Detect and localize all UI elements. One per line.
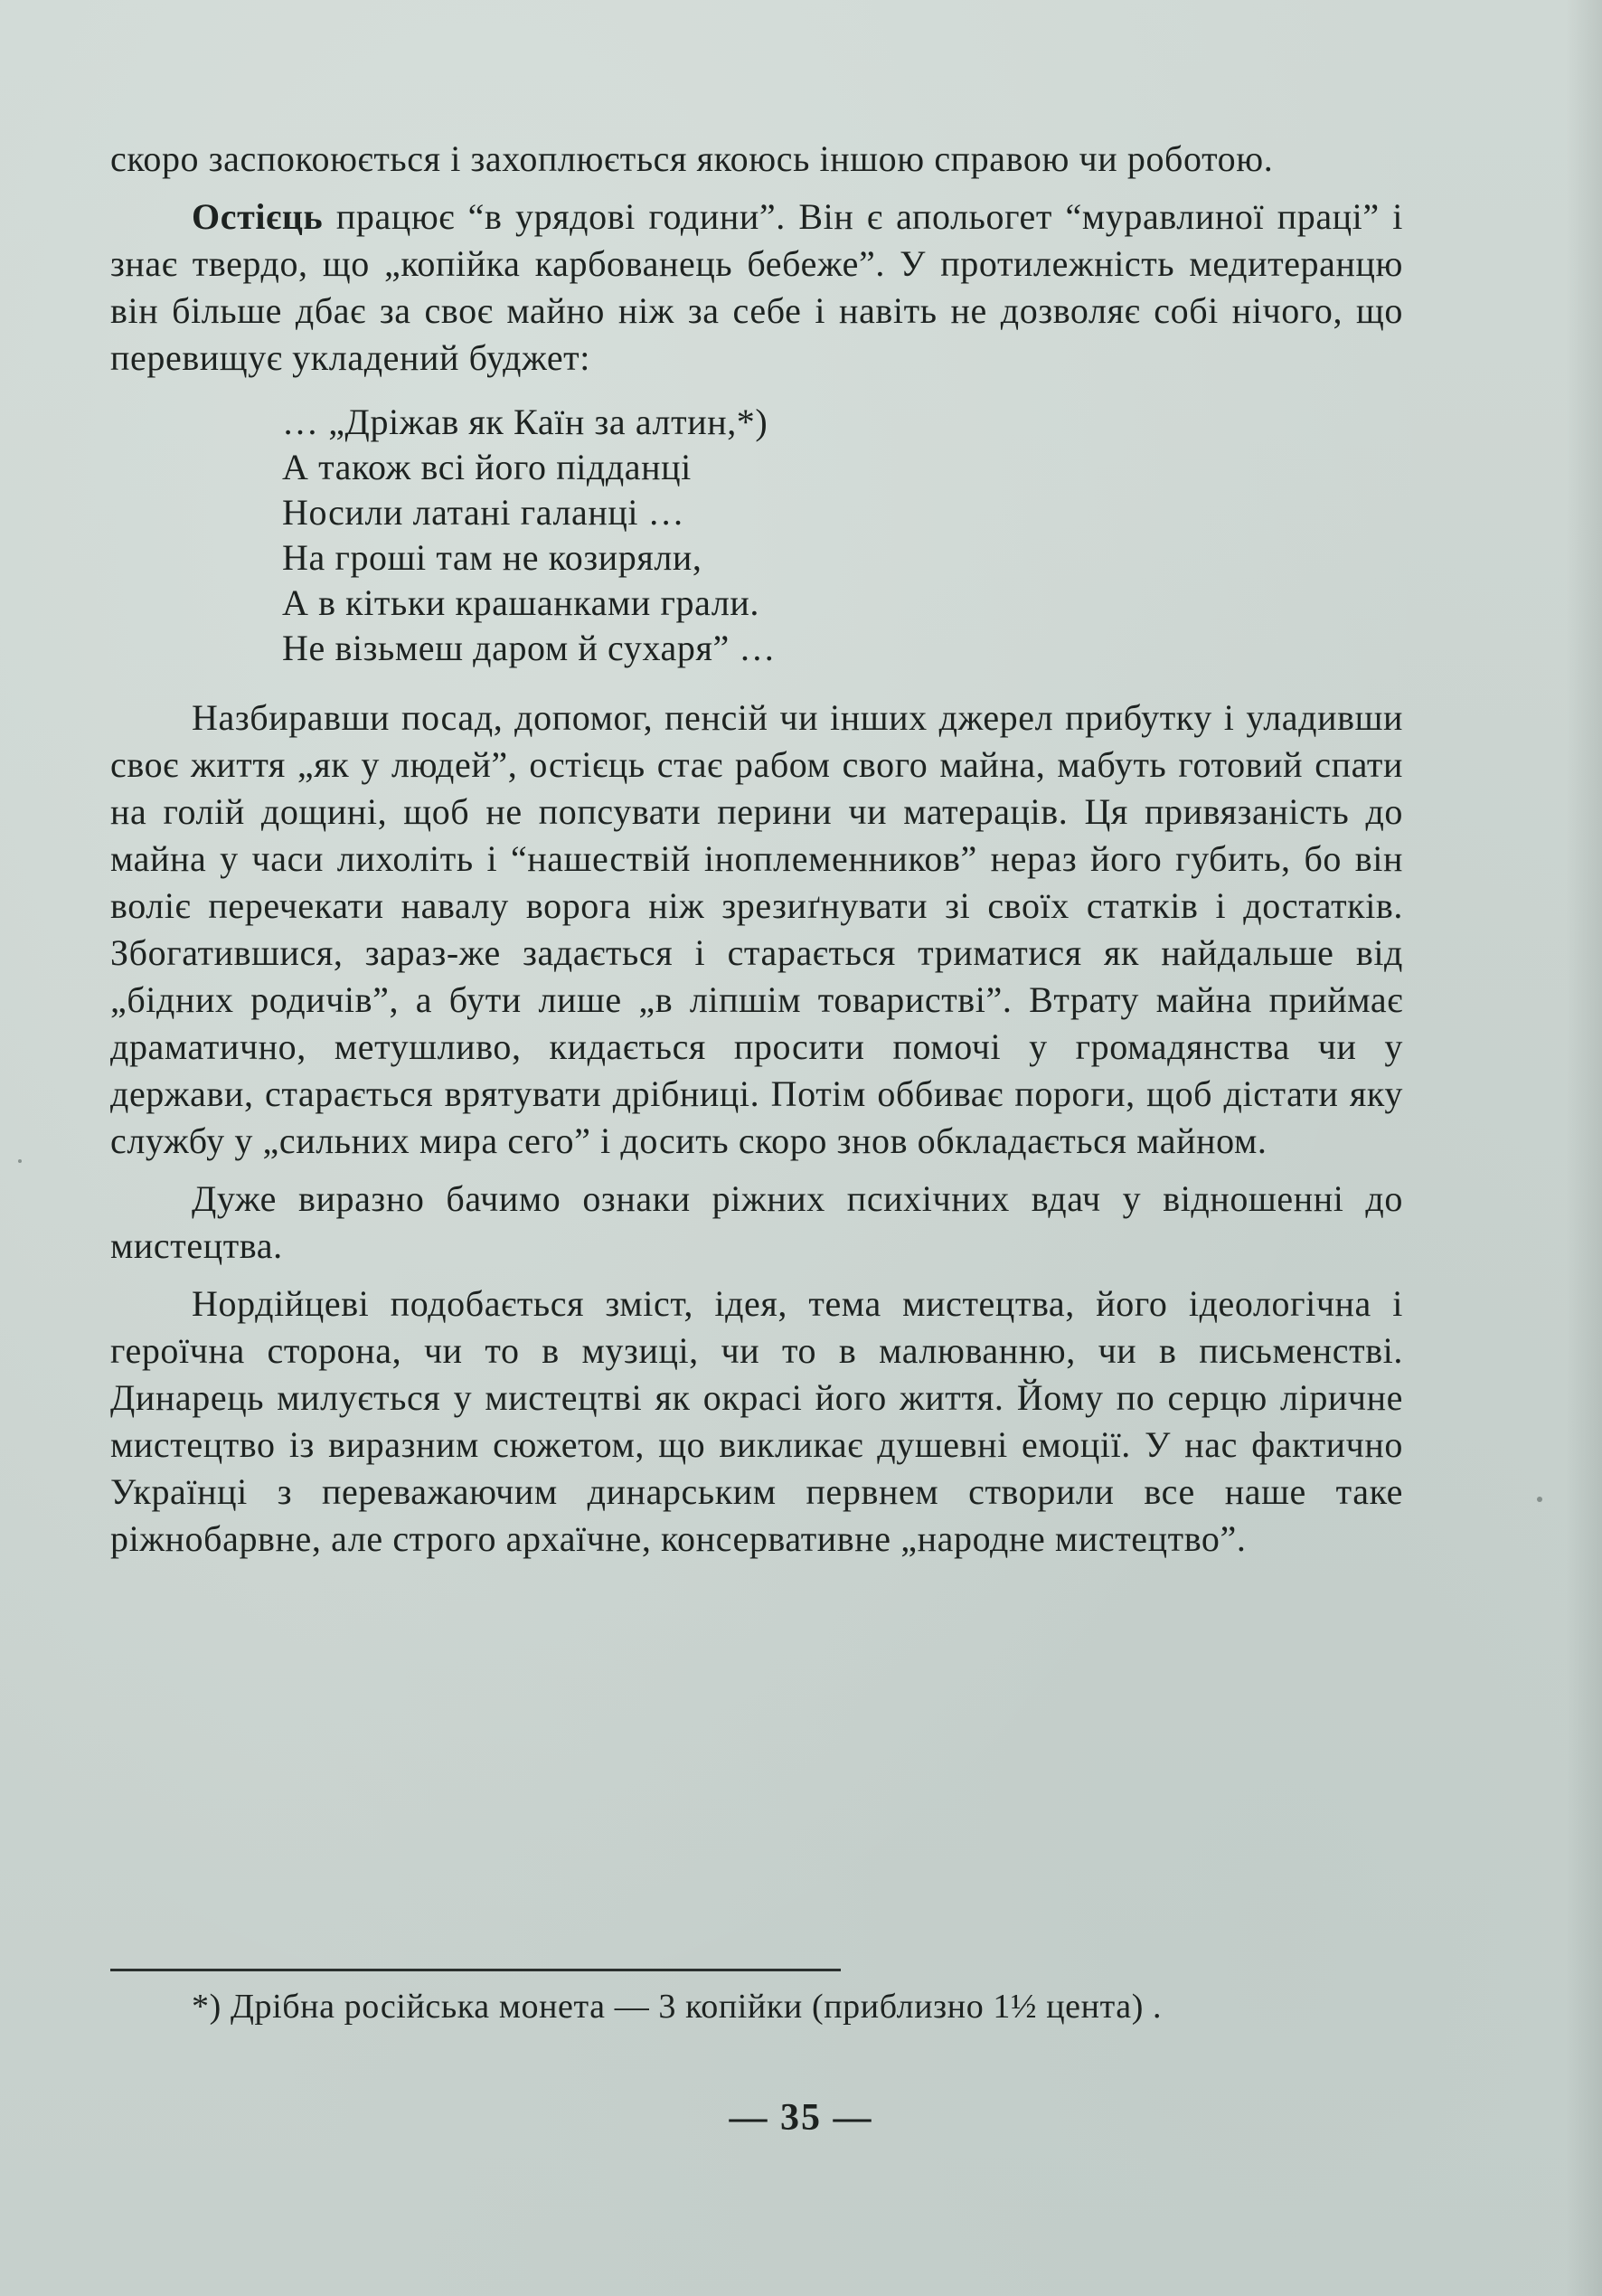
poem-quote [282, 400, 1403, 671]
poem-line: … „Дріжав як Каїн за алтин,*) [282, 402, 768, 442]
poem-line: А в кітьки крашанками грали. [282, 582, 760, 623]
paragraph-art-types: Нордійцеві подобається зміст, ідея, тема мистецтва, його ідеологічна і героїчна сторона, чи то в музиці, чи то в малюванню, чи в письменстві. Динарець милується у мистецтві як окрасі його життя. Йому по серцю ліричне мистецтво із виразним сюжетом, що викликає душевні емоції. У нас фактично Українці з переважаючим динарським первнем створили все наше таке ріжнобарвне, але строго архаїчне, консервативне „народне мистецтво”. [110, 1283, 1403, 1559]
footnote-divider [110, 1969, 841, 1971]
poem-line: Не візьмеш даром й сухаря” … [282, 628, 777, 668]
paper-speck [18, 1159, 22, 1163]
paper-speck [1537, 1497, 1542, 1502]
poem-line: На гроші там не козиряли, [282, 537, 702, 578]
poem-line: А також всі його підданці [282, 447, 692, 487]
paragraph-continuation: скоро заспокоюється і захоплюється якоюсь іншою справою чи роботою. [110, 138, 1274, 179]
paragraph-property: Назбиравши посад, допомог, пенсій чи інших джерел прибутку і уладивши своє життя „як у людей”, остієць стає рабом свого майна, мабуть готовий спати на голій дощині, щоб не попсувати перини чи матераців. Ця привязаність до майна у часи лихоліть і “нашествій іноплеменников” нераз його губить, бо він воліє перечекати навалу ворога ніж зрезиґнувати зі своїх статків і достатків. Збогатившися, зараз-же задається і старається триматися як найдальше від „бідних родичів”, а бути лише „в ліпшім товаристві”. Втрату майна приймає драматично, метушливо, кидається просити помочі у громадянства чи у держави, старається врятувати дрібниці. Потім оббиває пороги, щоб дістати яку службу у „сильних мира сего” і досить скоро знов обкладається майном. [110, 697, 1403, 1161]
poem-line: Носили латані галанці … [282, 492, 685, 533]
main-text [110, 136, 1403, 1563]
paragraph-ostiets-text: працює “в урядові години”. Він є апольогет “муравлиної праці” і знає твердо, що „копійка карбованець бебеже”. У протилежність медитеранцю він більше дбає за своє майно ніж за себе і навіть не дозволяє собі нічого, що перевищує укладений буджет: [110, 196, 1403, 378]
paragraph-art-intro: Дуже виразно бачимо ознаки ріжних психічних вдач у відношенні до мистецтва. [110, 1178, 1403, 1266]
page-edge-shadow [1566, 0, 1602, 2296]
term-ostiets: Остієць [192, 196, 324, 237]
page-number: — 35 — [729, 2097, 873, 2139]
footnote: *) Дрібна російська монета — 3 копійки (приблизно 1½ цента) . [192, 1988, 1163, 2026]
paragraph-ostiets [110, 194, 1403, 382]
